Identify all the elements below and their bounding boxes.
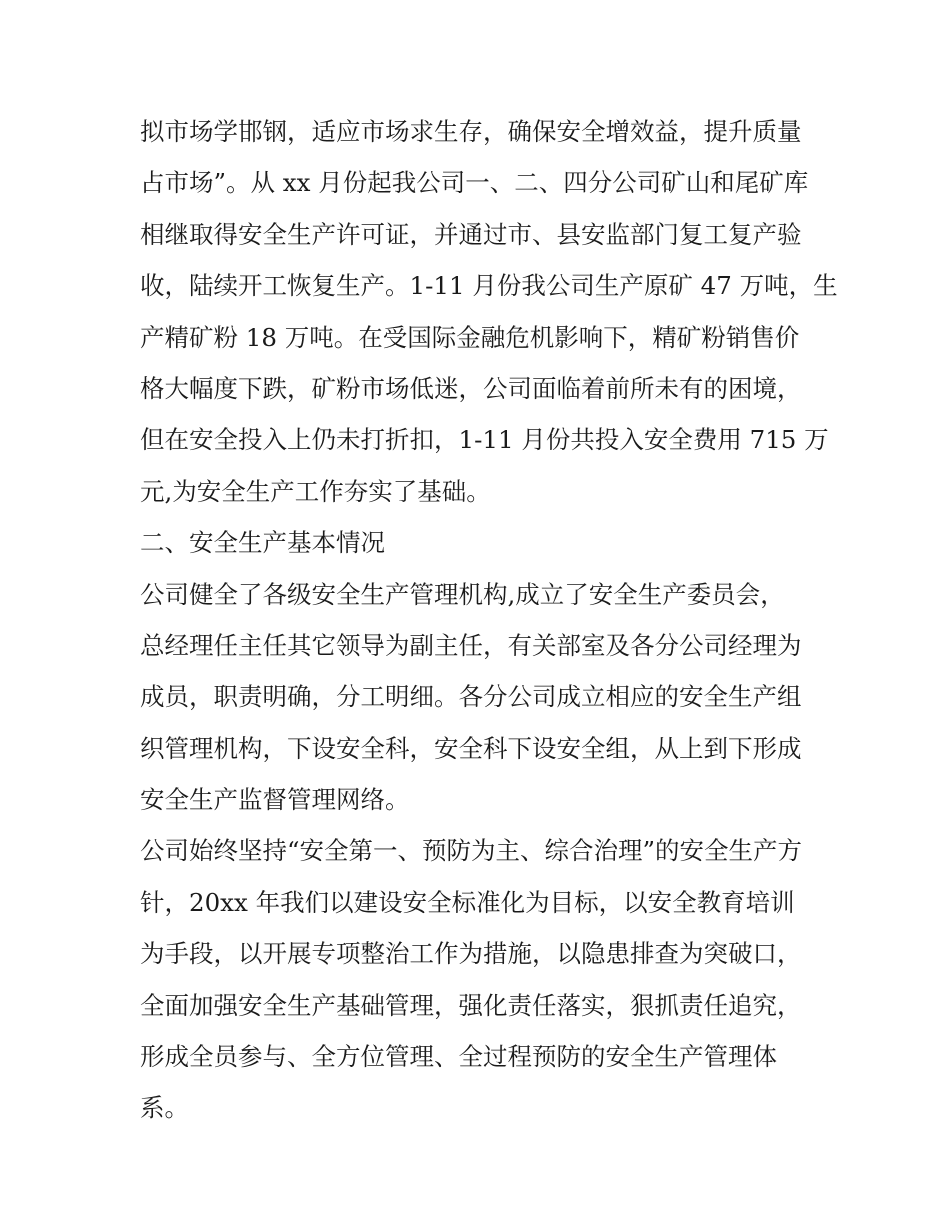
text-line: 收，陆续开工恢复生产。1-11 月份我公司生产原矿 47 万吨，生 [140,271,838,301]
text-line: 公司健全了各级安全生产管理机构,成立了安全生产委员会， [140,579,785,609]
text-line: 系。 [140,1093,189,1123]
text-line: 安全生产监督管理网络。 [140,785,410,815]
text-line: 成员，职责明确，分工明细。各分公司成立相应的安全生产组 [140,682,802,712]
text-line: 全面加强安全生产基础管理，强化责任落实，狠抓责任追究， [140,990,802,1020]
text-line: 格大幅度下跌，矿粉市场低迷，公司面临着前所未有的困境， [140,373,802,403]
text-line: 拟市场学邯钢，适应市场求生存，确保安全增效益，提升质量 [140,117,802,146]
document-body [140,106,838,1134]
text-line: 占市场”。从 xx 月份起我公司一、二、四分公司矿山和尾矿库 [140,168,809,198]
text-line: 织管理机构，下设安全科，安全科下设安全组，从上到下形成 [140,733,802,763]
text-line: 为手段，以开展专项整治工作为措施，以隐患排查为突破口， [140,939,802,969]
text-line: 但在安全投入上仍未打折扣，1-11 月份共投入安全费用 715 万 [140,425,829,455]
text-line: 公司始终坚持“安全第一、预防为主、综合治理”的安全生产方 [140,836,803,866]
text-line: 产精矿粉 18 万吨。在受国际金融危机影响下，精矿粉销售价 [140,322,800,352]
text-line: 总经理任主任其它领导为副主任，有关部室及各分公司经理为 [140,630,802,660]
text-line: 元,为安全生产工作夯实了基础。 [140,476,491,506]
text-line: 针，20xx 年我们以建设安全标准化为目标，以安全教育培训 [140,887,795,917]
section-heading: 二、安全生产基本情况 [140,528,385,558]
text-line: 形成全员参与、全方位管理、全过程预防的安全生产管理体 [140,1042,777,1072]
text-line: 相继取得安全生产许可证，并通过市、县安监部门复工复产验 [140,219,802,249]
